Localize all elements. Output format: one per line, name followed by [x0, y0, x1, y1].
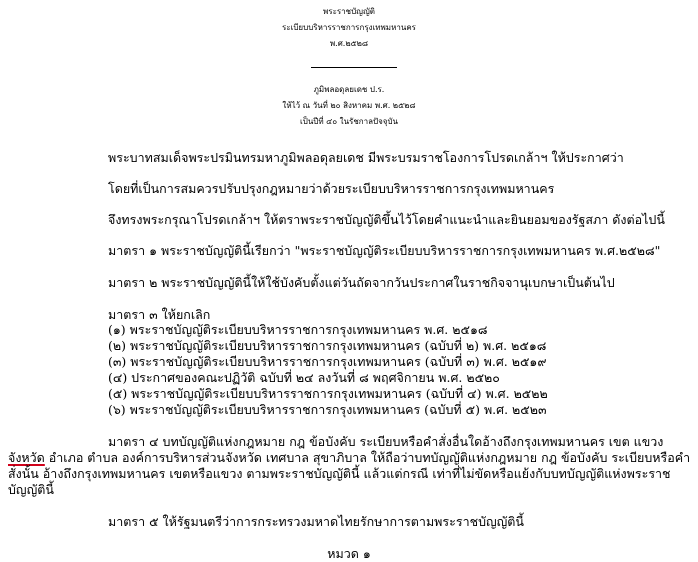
preamble-line-1: พระบาทสมเด็จพระปรมินทรมหาภูมิพลอดุลยเดช มีพระบรมราชโองการโปรดเกล้าฯ ให้ประกาศว่า: [108, 150, 624, 165]
next-chapter-heading-cut-off: หมวด ๑: [327, 546, 371, 561]
section-3-item: (๖) พระราชบัญญัติระเบียบบริหารราชการกรุงเทพมหานคร (ฉบับที่ ๕) พ.ศ. ๒๕๒๓: [108, 402, 547, 417]
title-divider: [311, 67, 397, 68]
spellcheck-marked-word[interactable]: จังหวัด: [8, 450, 45, 465]
preamble-line-2: โดยที่เป็นการสมควรปรับปรุงกฎหมายว่าด้วยระเบียบบริหารราชการกรุงเทพมหานคร: [108, 181, 555, 196]
section-3-item: (๒) พระราชบัญญัติระเบียบบริหารราชการกรุงเทพมหานคร (ฉบับที่ ๒) พ.ศ. ๒๕๑๘: [108, 338, 547, 353]
reign-year: เป็นปีที่ ๔๐ ในรัชกาลปัจจุบัน: [300, 117, 398, 126]
section-4-line-3: สั่งนั้น อ้างถึงกรุงเทพมหานคร เขตหรือแขวง ตามพระราชบัญญัตินี้ แล้วแต่กรณี เท่าที่ไม่ขัดหรือแย้งกับบทบัญญัติแห่งพระราช: [8, 466, 671, 481]
given-date: ให้ไว้ ณ วันที่ ๒๐ สิงหาคม พ.ศ. ๒๕๒๘: [282, 101, 416, 110]
section-4-line-4: บัญญัตินี้: [8, 482, 54, 497]
section-3-item: (๓) พระราชบัญญัติระเบียบบริหารราชการกรุงเทพมหานคร (ฉบับที่ ๓) พ.ศ. ๒๕๑๙: [108, 354, 547, 369]
section-3-item: (๕) พระราชบัญญัติระเบียบบริหารราชการกรุงเทพมหานคร (ฉบับที่ ๔) พ.ศ. ๒๕๒๒: [108, 386, 548, 401]
preamble-line-3: จึงทรงพระกรุณาโปรดเกล้าฯ ให้ตราพระราชบัญญัติขึ้นไว้โดยคำแนะนำและยินยอมของรัฐสภา ดังต่อไปนี้: [108, 212, 665, 227]
king-signature: ภูมิพลอดุลยเดช ป.ร.: [313, 85, 385, 94]
document-title: พระราชบัญญัติ: [323, 7, 375, 16]
section-4-line-1: มาตรา ๔ บทบัญญัติแห่งกฎหมาย กฎ ข้อบังคับ ระเบียบหรือคำสั่งอื่นใดอ้างถึงกรุงเทพมหานคร เขต แขวง: [108, 434, 664, 449]
section-4-line-2-text: อำเภอ ตำบล องค์การบริหารส่วนจังหวัด เทศบาล สุขาภิบาล ให้ถือว่าบทบัญญัติแห่งกฎหมาย กฎ ข้อบังคับ ระเบียบหรือคำ: [44, 450, 691, 465]
section-3-item: (๑) พระราชบัญญัติระเบียบบริหารราชการกรุงเทพมหานคร พ.ศ. ๒๕๑๘: [108, 322, 488, 337]
section-4-line-2: [8, 450, 690, 466]
section-3-heading: มาตรา ๓ ให้ยกเลิก: [108, 307, 211, 322]
section-2: มาตรา ๒ พระราชบัญญัตินี้ให้ใช้บังคับตั้งแต่วันถัดจากวันประกาศในราชกิจจานุเบกษาเป็นต้นไป: [108, 275, 615, 290]
document-year: พ.ศ.๒๕๒๘: [329, 39, 369, 48]
section-5: มาตรา ๕ ให้รัฐมนตรีว่าการกระทรวงมหาดไทยรักษาการตามพระราชบัญญัตินี้: [108, 514, 524, 529]
section-3-item: (๔) ประกาศของคณะปฏิวัติ ฉบับที่ ๒๔ ลงวันที่ ๘ พฤศจิกายน พ.ศ. ๒๕๒๐: [108, 370, 500, 385]
section-1: มาตรา ๑ พระราชบัญญัตินี้เรียกว่า "พระราชบัญญัติระเบียบบริหารราชการกรุงเทพมหานคร พ.ศ.๒๕๒๘": [108, 243, 661, 258]
document-subtitle: ระเบียบบริหารราชการกรุงเทพมหานคร: [282, 23, 416, 32]
